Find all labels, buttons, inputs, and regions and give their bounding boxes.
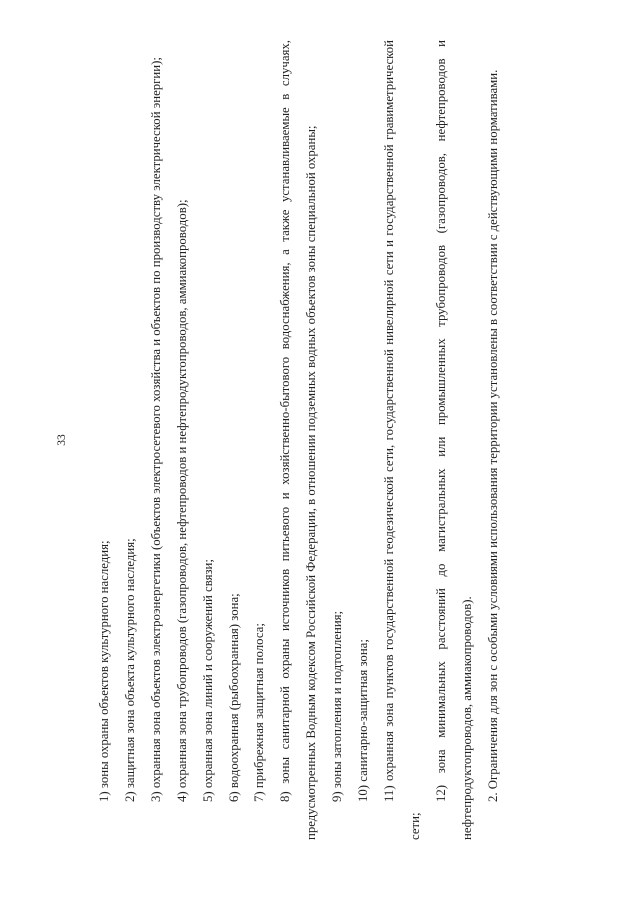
list-item-11: 11) охранная зона пунктов государственной геодезической сети, государственной нивелирной сети и государственной гравиметрической сети; — [381, 40, 422, 840]
list-item-8: 8) зоны санитарной охраны источников питьевого и хозяйственно-бытового водоснабжения, а также устанавливаемые в случаях, предусмотренных Водным кодексом Российской Федерации, в отношении подземных водных объектов зоны специальной охраны; — [278, 40, 319, 840]
list-item-2: 2) защитная зона объекта культурного наследия; — [122, 538, 137, 802]
list-item-7: 7) прибрежная защитная полоса; — [252, 623, 267, 802]
rotated-page-content — [52, 40, 552, 840]
list-item-4: 4) охранная зона трубопроводов (газопроводов, нефтепроводов и нефтепродуктопроводов, аммиакопроводов); — [174, 199, 189, 802]
list-item-5: 5) охранная зона линий и сооружений связи; — [200, 559, 215, 802]
list-item-3: 3) охранная зона объектов электроэнергетики (объектов электросетевого хозяйства и объектов по производству электрической энергии); — [148, 57, 163, 802]
page-number: 33 — [56, 434, 68, 446]
list-item-9: 9) зоны затопления и подтопления; — [330, 610, 345, 802]
document-body — [92, 40, 507, 840]
list-item-1: 1) зоны охраны объектов культурного наследия; — [97, 540, 111, 802]
list-item-12: 12) зона минимальных расстояний до магистральных или промышленных трубопроводов (газопроводов, нефтепроводов и нефтепродуктопроводов, аммиакопроводов). — [433, 40, 474, 840]
paragraph-restrictions: 2. Ограничения для зон с особыми условиями использования территории установлены в соответствии с действующими нормативами. — [485, 69, 500, 802]
list-item-10: 10) санитарно-защитная зона; — [356, 639, 371, 802]
list-item-6: 6) водоохранная (рыбоохранная) зона; — [226, 593, 241, 802]
